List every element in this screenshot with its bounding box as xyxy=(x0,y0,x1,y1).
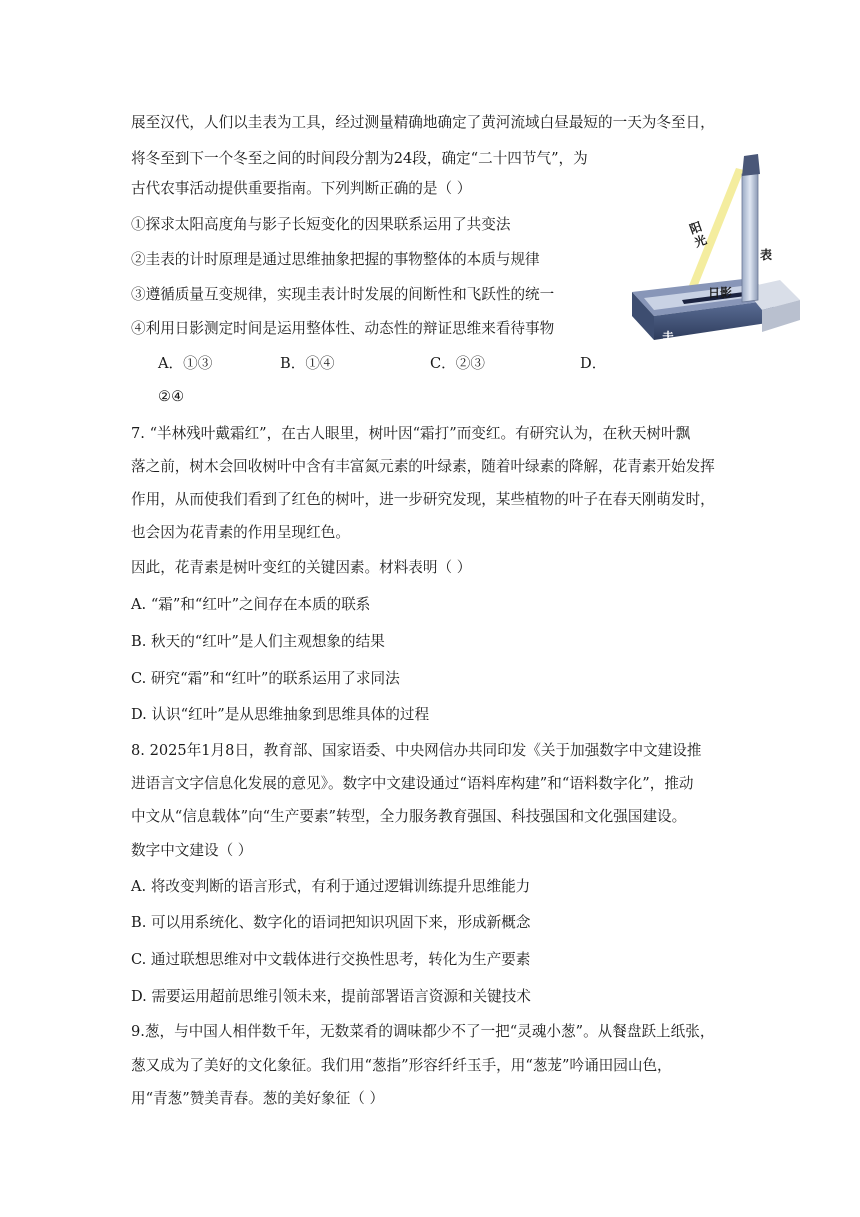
q7-option-c: C. 研究“霜”和“红叶”的联系运用了求同法 xyxy=(131,670,400,687)
q7-stem-line-2: 落之前，树木会回收树叶中含有丰富氮元素的叶绿素，随着叶绿素的降解，花青素开始发挥 xyxy=(131,458,715,475)
q8-stem-line-3: 中文从“信息载体”向“生产要素”转型，全力服务教育强国、科技强国和文化强国建设。 xyxy=(131,808,687,825)
q8-option-a: A. 将改变判断的语言形式，有利于通过逻辑训练提升思维能力 xyxy=(131,878,531,895)
q6-option-d-letter: D． xyxy=(580,355,607,372)
gnomon-figure xyxy=(632,150,804,350)
q8-option-c: C. 通过联想思维对中文载体进行交换性思考，转化为生产要素 xyxy=(131,951,531,968)
q6-option-d-value: ②④ xyxy=(158,388,185,405)
q6-statement-4: ④利用日影测定时间是运用整体性、动态性的辩证思维来看待事物 xyxy=(131,320,555,337)
shadow-label: 日影 xyxy=(708,286,733,300)
q7-stem-line-1: 7. “半林残叶戴霜红”，在古人眼里，树叶因“霜打”而变红。有研究认为，在秋天树叶飘 xyxy=(131,425,691,442)
q9-stem-line-1: 9.葱，与中国人相伴数千年，无数菜肴的调味都少不了一把“灵魂小葱”。从餐盘跃上纸张， xyxy=(131,1023,715,1040)
q6-statement-2: ②圭表的计时原理是通过思维抽象把握的事物整体的本质与规律 xyxy=(131,251,540,268)
q6-line-1: 展至汉代，人们以圭表为工具，经过测量精确地确定了黄河流域白昼最短的一天为冬至日， xyxy=(131,114,715,131)
q6-line-3: 古代农事活动提供重要指南。下列判断正确的是（ ） xyxy=(131,180,472,197)
q8-option-b: B. 可以用系统化、数字化的语词把知识巩固下来，形成新概念 xyxy=(131,914,531,931)
q7-stem-line-5: 因此，花青素是树叶变红的关键因素。材料表明（ ） xyxy=(131,559,472,576)
q8-stem-line-2: 进语言文字信息化发展的意见》。数字中文建设通过“语料库构建”和“语料数字化”，推动 xyxy=(131,775,694,792)
q7-stem-line-4: 也会因为花青素的作用呈现红色。 xyxy=(131,524,350,541)
sunlight-label: 阳光 xyxy=(687,219,709,250)
q6-option-a: A．①③ xyxy=(158,355,213,372)
q8-stem-line-1: 8. 2025年1月8日，教育部、国家语委、中央网信办共同印发《关于加强数字中文建设推 xyxy=(131,742,702,759)
q7-stem-line-3: 作用，从而使我们看到了红色的树叶，进一步研究发现，某些植物的叶子在春天刚萌发时， xyxy=(131,491,715,508)
gnomon-label: 表 xyxy=(760,248,773,262)
biao-pole xyxy=(742,172,758,302)
biao-top xyxy=(742,154,760,176)
q6-option-b: B．①④ xyxy=(280,355,335,372)
q9-stem-line-2: 葱又成为了美好的文化象征。我们用“葱指”形容纤纤玉手，用“葱茏”吟诵田园山色， xyxy=(131,1057,672,1074)
q8-stem-line-4: 数字中文建设（ ） xyxy=(131,842,253,859)
q7-option-d: D. 认识“红叶”是从思维抽象到思维具体的过程 xyxy=(131,706,430,723)
q6-option-c: C．②③ xyxy=(430,355,485,372)
q7-option-a: A. “霜”和“红叶”之间存在本质的联系 xyxy=(131,596,371,613)
q8-option-d: D. 需要运用超前思维引领未来，提前部署语言资源和关键技术 xyxy=(131,988,531,1005)
q6-statement-3: ③遵循质量互变规律，实现圭表计时发展的间断性和飞跃性的统一 xyxy=(131,286,555,303)
q9-stem-line-3: 用“青葱”赞美青春。葱的美好象征（ ） xyxy=(131,1090,385,1107)
q7-option-b: B. 秋天的“红叶”是人们主观想象的结果 xyxy=(131,633,385,650)
q6-statement-1: ①探求太阳高度角与影子长短变化的因果联系运用了共变法 xyxy=(131,216,511,233)
gui-label: 圭 xyxy=(662,330,675,344)
q6-line-2: 将冬至到下一个冬至之间的时间段分割为24段，确定“二十四节气”，为 xyxy=(131,150,588,167)
